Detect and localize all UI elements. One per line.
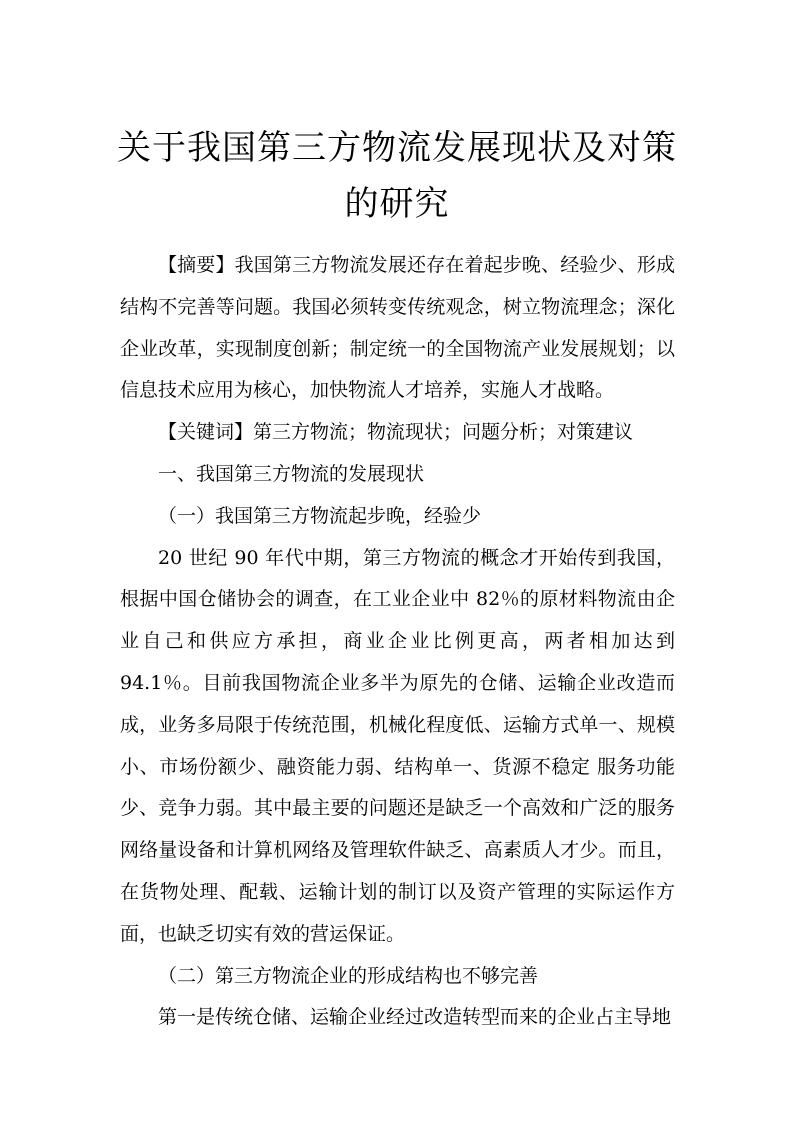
keywords-paragraph: 【关键词】第三方物流；物流现状；问题分析；对策建议 [158,421,634,444]
document-body [120,245,675,1039]
abstract-paragraph: 【摘要】我国第三方物流发展还存在着起步晚、经验少、形成结构不完善等问题。我国必须转变传统观念，树立物流理念；深化企业改革，实现制度创新；制定统一的全国物流产业发展规划；以信息技术应用为核心，加快物流人才培养，实施人才战略。 [120,254,675,402]
section-heading: 一、我国第三方物流的发展现状 [158,462,425,485]
body-paragraph: 第一是传统仓储、运输企业经过改造转型而来的企业占主导地 [158,1006,672,1029]
document-title: 关于我国第三方物流发展现状及对策的研究 [117,128,677,224]
body-paragraph: 20 世纪 90 年代中期，第三方物流的概念才开始传到我国，根据中国仓储协会的调查，在工业企业中 82％的原材料物流由企业自己和供应方承担，商业企业比例更高，两者相加达到 94.1％。目前我国物流企业多半为原先的仓储、运输企业改造而成，业务多局限于传统范围，机械化程度低、运输方式单一、规模小、市场份额少、融资能力弱、结构单一、货源不稳定 服务功能少、竞争力弱。其中最主要的问题还是缺乏一个高效和广泛的服务网络量设备和计算机网络及管理软件缺乏、高素质人才少。而且，在货物处理、配载、运输计划的制订以及资产管理的实际运作方面，也缺乏切实有效的营运保证。 [120,546,675,945]
subsection-heading: （一）我国第三方物流起步晚，经验少 [158,504,482,527]
subsection-heading: （二）第三方物流企业的形成结构也不够完善 [158,964,539,987]
